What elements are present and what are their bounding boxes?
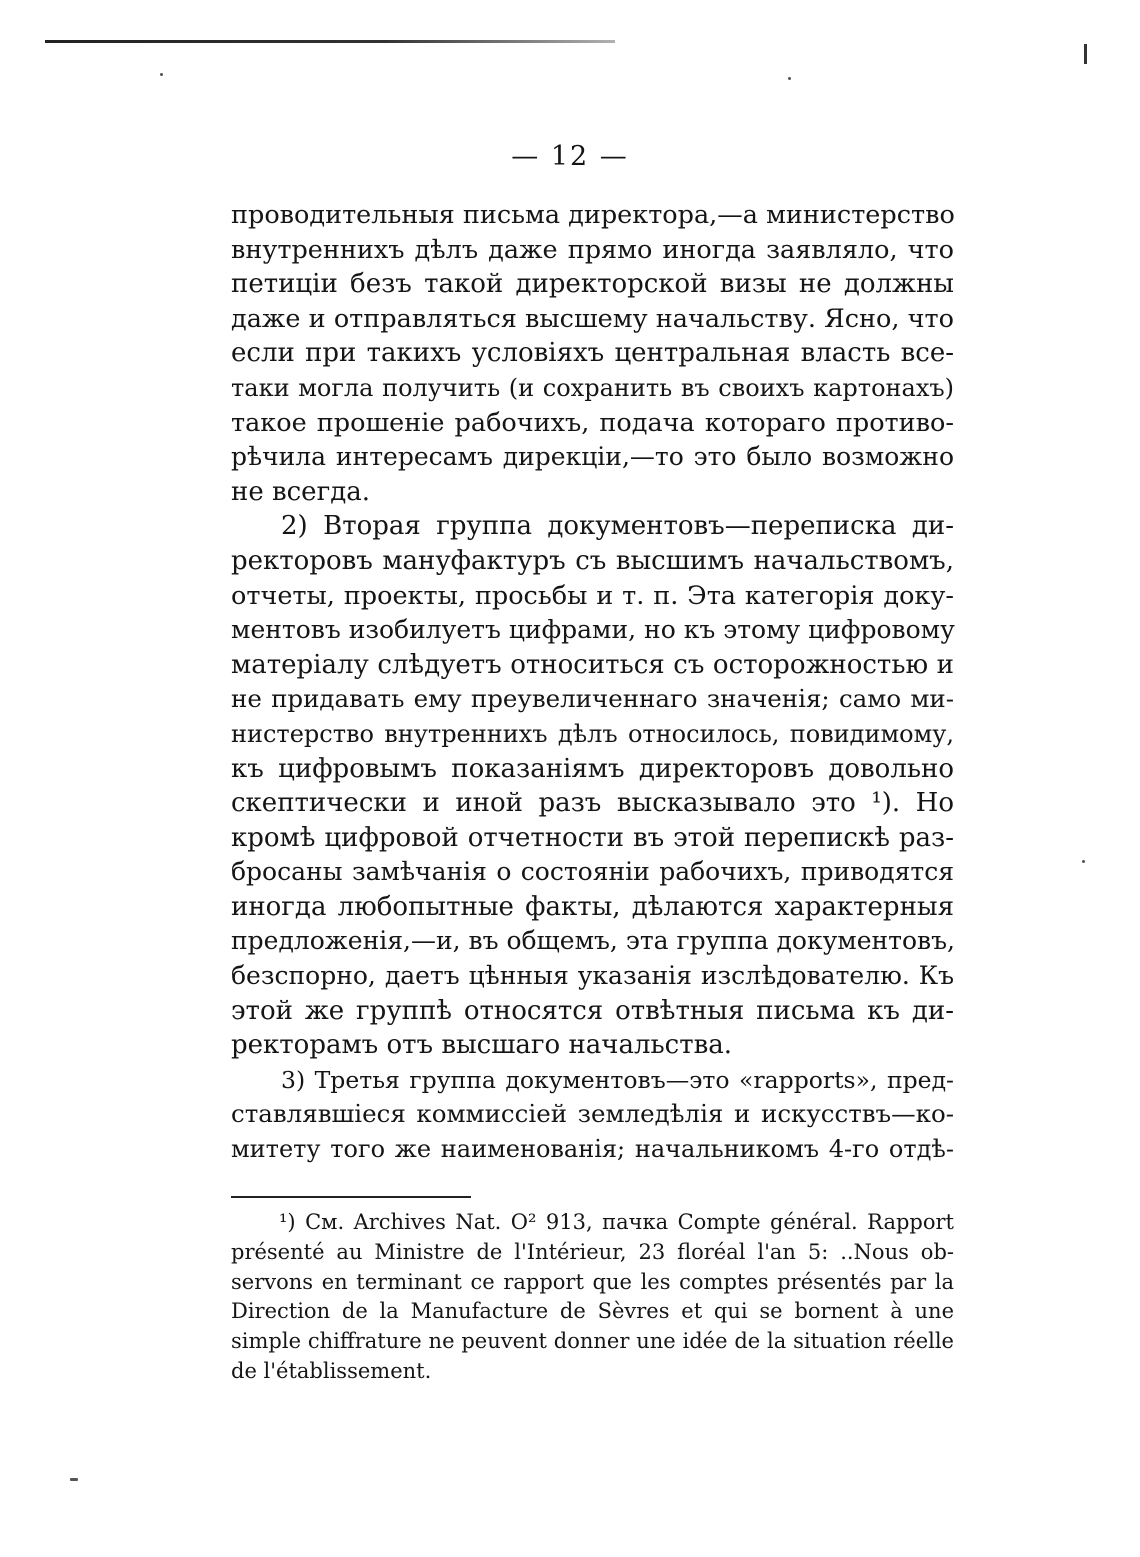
footnote-divider xyxy=(231,1196,471,1198)
text-line: такое прошеніе рабочихъ, подача котораго противо- xyxy=(231,407,954,438)
text-line: предложенія,—и, въ общемъ, эта группа документовъ, xyxy=(231,926,955,956)
text-line: проводительныя письма директора,—а министерство xyxy=(231,200,955,230)
footnote-line: simple chiffrature ne peuvent donner une idée de la situation réelle xyxy=(231,1329,954,1354)
text-line: иногда любопытные факты, дѣлаются характерныя xyxy=(231,891,954,922)
text-line: митету того же наименованія; начальникомъ 4-го отдѣ- xyxy=(231,1135,954,1164)
text-line: рѣчила интересамъ дирекціи,—то это было возможно xyxy=(231,442,954,472)
scan-speck xyxy=(160,73,163,76)
text-line: отчеты, проекты, просьбы и т. п. Эта категорія доку- xyxy=(231,580,954,611)
text-line: 2) Вторая группа документовъ—переписка ди- xyxy=(281,511,954,542)
text-line: ректоровъ мануфактуръ съ высшимъ начальствомъ, xyxy=(231,545,954,576)
text-line: не придавать ему преувеличеннаго значенія; само ми- xyxy=(231,684,954,714)
text-line: къ цифровымъ показаніямъ директоровъ довольно xyxy=(231,753,954,784)
text-line: кромѣ цифровой отчетности въ этой перепискѣ раз- xyxy=(231,822,954,853)
text-line: скептически и иной разъ высказывало это ¹). Но xyxy=(231,788,954,819)
text-line: матеріалу слѣдуетъ относиться съ осторожностью и xyxy=(231,649,954,680)
text-line: внутреннихъ дѣлъ даже прямо иногда заявляло, что xyxy=(231,234,954,265)
footnote-line: Direction de la Manufacture de Sèvres et qui se bornent à une xyxy=(231,1299,954,1324)
text-line: ментовъ изобилуетъ цифрами, но къ этому цифровому xyxy=(231,615,955,645)
scan-speck xyxy=(1082,860,1085,863)
text-line: этой же группѣ относятся отвѣтныя письма къ ди- xyxy=(231,995,954,1026)
text-line: петиціи безъ такой директорской визы не должны xyxy=(231,269,954,300)
text-line: безспорно, даетъ цѣнныя указанія изслѣдователю. Къ xyxy=(231,961,954,991)
scan-speck xyxy=(70,1478,78,1481)
text-line: 3) Третья группа документовъ—это «rapports», пред- xyxy=(281,1065,954,1094)
scan-edge-rule xyxy=(45,40,615,43)
scan-edge-mark xyxy=(1084,44,1087,64)
footnote xyxy=(231,1208,954,1387)
footnote-line: servons en terminant ce rapport que les comptes présentés par la xyxy=(231,1269,954,1294)
text-line: таки могла получить (и сохранить въ своихъ картонахъ) xyxy=(231,373,954,402)
text-line: ставлявшіеся коммиссіей земледѣлія и искусствъ—ко- xyxy=(231,1099,954,1129)
body-text xyxy=(231,198,954,1167)
footnote-line: ¹) См. Archives Nat. O² 913, пачка Compte général. Rapport xyxy=(279,1210,954,1234)
text-line: даже и отправляться высшему начальству. Ясно, что xyxy=(231,303,954,334)
footnote-line: de l'établissement. xyxy=(231,1358,432,1383)
text-line: не всегда. xyxy=(231,476,370,507)
text-line: нистерство внутреннихъ дѣлъ относилось, повидимому, xyxy=(231,719,954,748)
footnote-line: présenté au Ministre de l'Intérieur, 23 floréal l'an 5: ..Nous ob- xyxy=(231,1239,954,1264)
text-line: ректорамъ отъ высшаго начальства. xyxy=(231,1030,732,1061)
page-number: — 12 — xyxy=(511,141,629,172)
scan-speck xyxy=(788,77,791,80)
text-line: если при такихъ условіяхъ центральная власть все- xyxy=(231,338,954,369)
text-line: бросаны замѣчанія о состояніи рабочихъ, приводятся xyxy=(231,857,954,887)
